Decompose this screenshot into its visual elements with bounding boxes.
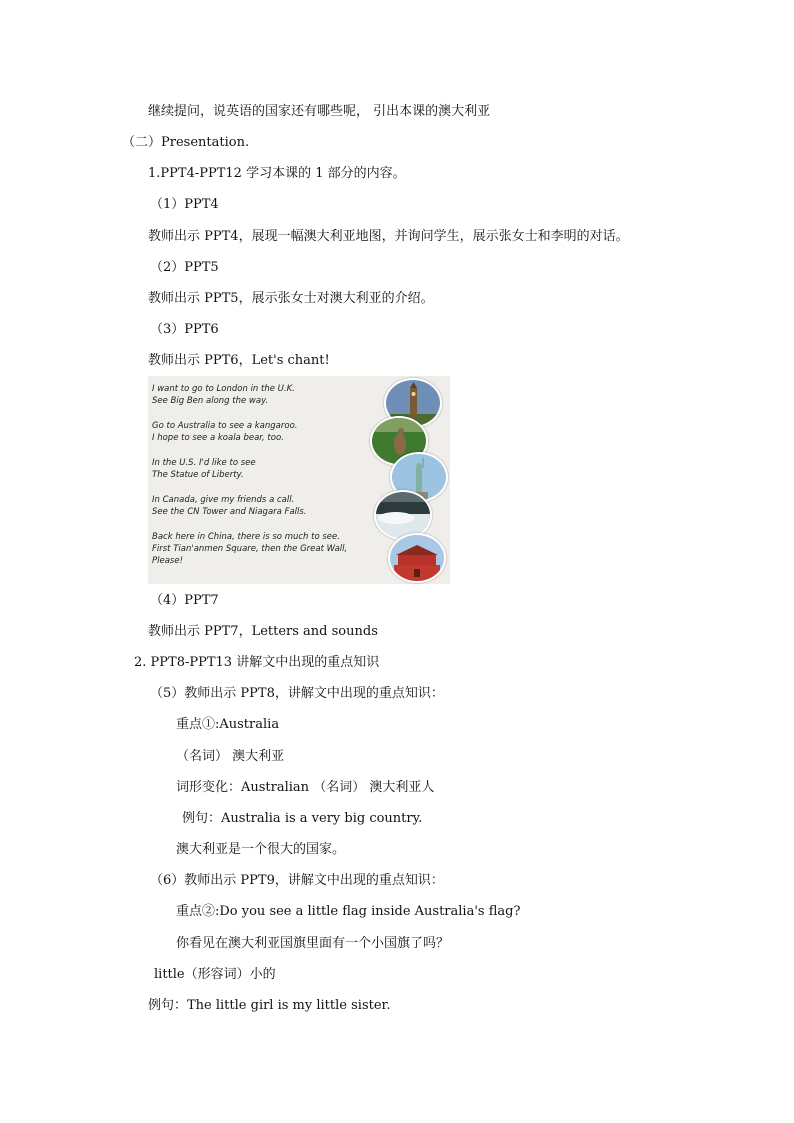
key-point-2-translation: 你看见在澳大利亚国旗里面有一个小国旗了吗？ [176,936,450,951]
chant-line: First Tian'anmen Square, then the Great Wall, [152,544,348,554]
tiananmen-photo [388,533,446,583]
chant-line: I want to go to London in the U.K. [152,384,295,394]
key-point-1-word-form: 词形变化：Australian （名词） 澳大利亚人 [176,780,435,795]
chant-line: See Big Ben along the way. [152,396,269,406]
chant-line: In Canada, give my friends a call. [152,495,295,505]
chant-line: Go to Australia to see a kangaroo. [152,421,298,431]
ppt5-label: （2）PPT5 [150,260,219,275]
chant-line: Back here in China, there is so much to see. [152,532,340,542]
chant-line: In the U.S. I'd like to see [152,458,256,468]
ppt7-label: （4）PPT7 [150,593,219,608]
niagara-falls-photo [374,490,432,540]
chant-line: I hope to see a koala bear, too. [152,433,284,443]
key-point-1-pos: （名词） 澳大利亚 [176,749,285,764]
chant-line: The Statue of Liberty. [152,470,244,480]
intro-line: 继续提问，说英语的国家还有哪些呢， 引出本课的澳大利亚 [148,104,491,119]
key-point-1-example: 例句：Australia is a very big country. [182,811,423,826]
ppt6-description: 教师出示 PPT6，Let's chant! [148,353,330,368]
key-point-1: 重点①:Australia [176,717,280,732]
ppt6-label: （3）PPT6 [150,322,219,337]
step-2-heading: 2. PPT8-PPT13 讲解文中出现的重点知识 [134,655,380,670]
vocab-little-example: 例句：The little girl is my little sister. [148,998,391,1013]
step-1-heading: 1.PPT4-PPT12 学习本课的 1 部分的内容。 [148,166,406,181]
section-heading-presentation: （二）Presentation. [122,135,250,150]
ppt9-description: （6）教师出示 PPT9，讲解文中出现的重点知识： [150,873,444,888]
ppt4-label: （1）PPT4 [150,197,219,212]
ppt8-description: （5）教师出示 PPT8，讲解文中出现的重点知识： [150,686,444,701]
chant-image [148,376,450,584]
vocab-little: little（形容词）小的 [154,967,276,982]
ppt7-description: 教师出示 PPT7，Letters and sounds [148,624,378,639]
key-point-1-translation: 澳大利亚是一个很大的国家。 [176,842,346,857]
ppt4-description: 教师出示 PPT4，展现一幅澳大利亚地图，并询问学生，展示张女士和李明的对话。 [148,229,629,244]
ppt5-description: 教师出示 PPT5，展示张女士对澳大利亚的介绍。 [148,291,434,306]
key-point-2: 重点②:Do you see a little flag inside Australia's flag? [176,904,521,919]
chant-line: See the CN Tower and Niagara Falls. [152,507,307,517]
chant-line: Please! [152,556,183,566]
